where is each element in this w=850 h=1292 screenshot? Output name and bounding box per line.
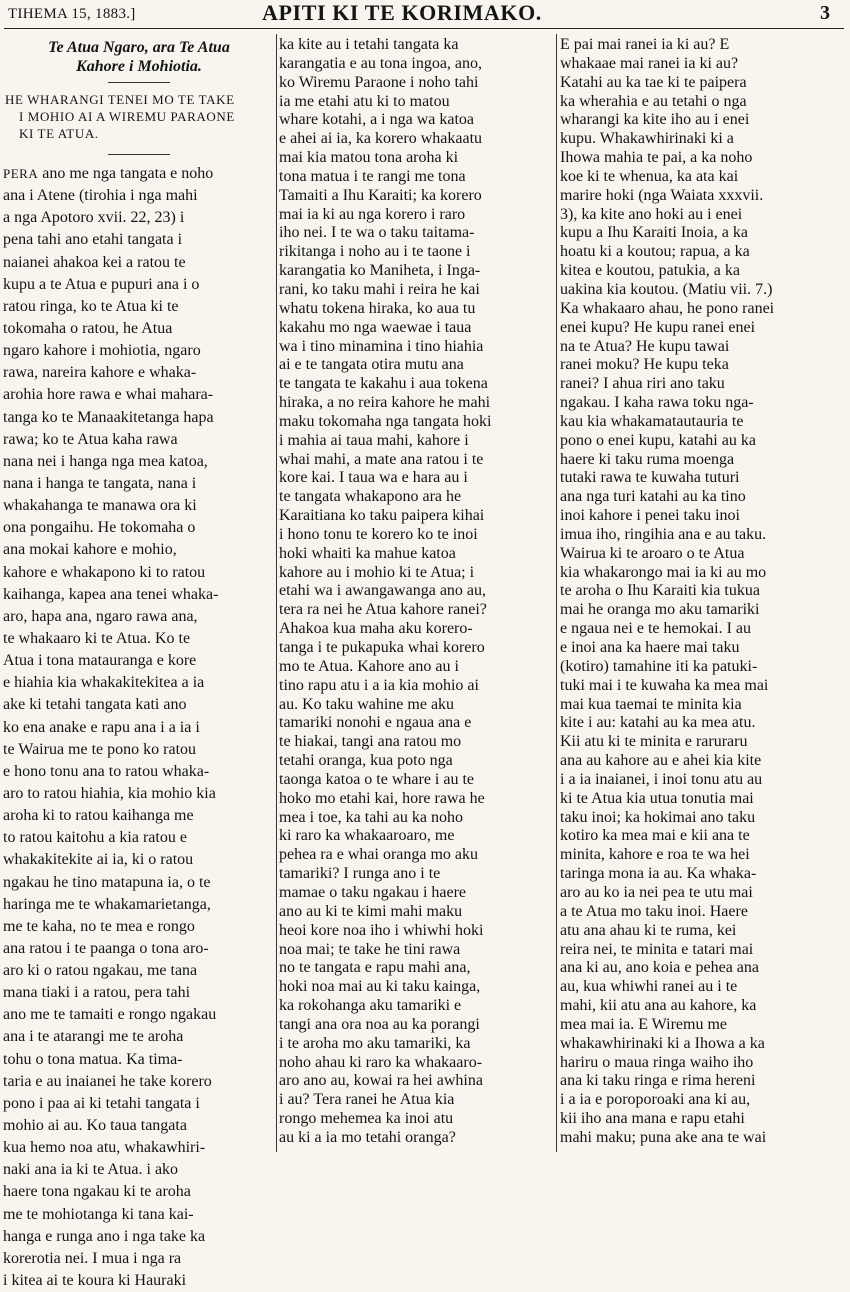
- text-line: whai mahi, a mate ana ratou i te: [279, 450, 484, 468]
- text-line: ana ki au, ano koia e pehea ana: [560, 959, 760, 977]
- text-line: i a ia e poroporoaki ana ki au,: [560, 1091, 751, 1109]
- subheading-line: KI TE ATUA.: [19, 126, 99, 141]
- text-line: i te aroha mo aku tamariki, ka: [279, 1034, 471, 1052]
- text-line: ana ratou i te paanga o tona aro-: [3, 939, 209, 957]
- text-line: ona pongaihu. He tokomaha o: [3, 519, 196, 537]
- text-line: whatu tokena hiraka, ko aua tu: [279, 299, 476, 317]
- text-line: tetahi oranga, kua poto nga: [279, 752, 453, 770]
- article-body: [3, 163, 275, 1292]
- text-line: Ka whakaaro ahau, he pono ranei: [560, 299, 775, 317]
- text-line: Ahakoa kua maha aku korero-: [279, 620, 473, 638]
- text-line: Tamaiti a Ihu Karaiti; ka korero: [279, 186, 482, 204]
- text-line: ranei moku? He kupu teka: [560, 356, 729, 374]
- text-line: rani, ko taku mahi i reira he kai: [279, 280, 480, 298]
- article-heading: [3, 38, 275, 76]
- text-line: ngaro kahore i mohiotia, ngaro: [3, 342, 201, 360]
- text-line: te Wairua me te pono ko ratou: [3, 740, 197, 758]
- text-line: ki raro ka whakaaroaro, me: [279, 827, 455, 845]
- text-line: kua hemo noa atu, whakawhiri-: [3, 1139, 206, 1157]
- text-line: tamariki? I runga ano i te: [279, 865, 441, 883]
- text-line: kia whakarongo mai ia ki au mo: [560, 563, 767, 581]
- text-line: ngakau he tino matapuna ia, o te: [3, 873, 211, 891]
- text-line: ngakau. I kaha rawa toku nga-: [560, 394, 754, 412]
- text-line: e ahei ai ia, ka korero whakaatu: [279, 130, 483, 148]
- text-line: tangi ana ora noa au ka porangi: [279, 1015, 480, 1033]
- text-line: iho nei. I te wa o taku taitama-: [279, 224, 475, 242]
- text-line: haere tona ngakau ki te aroha: [3, 1183, 191, 1201]
- text-line: naianei ahakoa kei a ratou te: [3, 253, 186, 271]
- text-line: au, kua whiwhi ranei au i te: [560, 978, 738, 996]
- text-line: whakahanga te manawa ora ki: [3, 497, 197, 515]
- text-line: mohio ai au. Ko taua tangata: [3, 1117, 187, 1135]
- text-line: aro au ko ia nei pea te utu mai: [560, 883, 753, 901]
- text-line: ake ki tetahi tangata kati ano: [3, 696, 187, 714]
- text-line: ana i Atene (tirohia i nga mahi: [3, 187, 198, 205]
- text-line: tamariki nonohi e ngaua ana e: [279, 714, 472, 732]
- text-line: Atua i tona matauranga e kore: [3, 652, 197, 670]
- text-line: inoi kahore i penei taku inoi: [560, 507, 740, 525]
- text-line: korerotia nei. I mua i nga ra: [3, 1249, 182, 1267]
- text-line: pena tahi ano etahi tangata i: [3, 231, 183, 249]
- text-line: kite i au: katahi au ka mea atu.: [560, 714, 756, 732]
- text-line: pono i paa ai ki tetahi tangata i: [3, 1094, 200, 1112]
- text-line: i kitea ai te koura ki Hauraki: [3, 1272, 187, 1290]
- text-line: nana i hanga te tangata, nana i: [3, 474, 197, 492]
- page-header: [0, 0, 850, 26]
- text-line: whare kotahi, a i nga wa katoa: [279, 111, 475, 129]
- text-line: minita, kahore e roa te wa hei: [560, 846, 750, 864]
- text-line: mea mai ia. E Wiremu me: [560, 1015, 727, 1033]
- text-line: Ihowa mahia te pai, a ka noho: [560, 149, 753, 167]
- text-line: te tangata te kakahu i aua tokena: [279, 375, 488, 393]
- text-line: mea i toe, ka tahi au ka noho: [279, 808, 463, 826]
- text-line: tohu o tona matua. Ka tima-: [3, 1050, 183, 1068]
- text-line: ko Wiremu Paraone i noho tahi: [279, 73, 479, 91]
- text-line: hoatu ki a koutou; rapua, a ka: [560, 243, 750, 261]
- text-line: (kotiro) tamahine iti ka patuki-: [560, 657, 758, 675]
- text-line: taria e au inaianei he take korero: [3, 1072, 212, 1090]
- text-line: e inoi ana ka haere mai taku: [560, 639, 740, 656]
- text-line: te hiakai, tangi ana ratou mo: [279, 733, 462, 751]
- text-line: wa i tino minamina i tino hiahia: [279, 337, 484, 355]
- text-line: i a ia inaianei, i inoi tonu atu au: [560, 770, 763, 788]
- text-line: ana i te atarangi me te aroha: [3, 1028, 184, 1046]
- text-line: nana nei i hanga nga mea katoa,: [3, 452, 208, 470]
- text-line: na te Atua? He kupu tawai: [560, 337, 730, 355]
- header-rule: [4, 28, 844, 29]
- text-line: PERA ano me nga tangata e noho: [3, 165, 214, 182]
- text-line: maku tokomaha nga tangata hoki: [279, 412, 492, 430]
- text-line: rawa; ko te Atua kaha rawa: [3, 430, 178, 448]
- text-line: ka wherahia e au tetahi o nga: [560, 92, 747, 110]
- text-line: Kii atu ki te minita e raruraru: [560, 733, 748, 751]
- article-subheading: [3, 91, 275, 142]
- header-page-number: 3: [820, 2, 830, 24]
- text-line: kaihanga, kapea ana tenei whaka-: [3, 585, 219, 603]
- text-line: ano me te tamaiti e rongo ngakau: [3, 1006, 217, 1024]
- text-line: noa mai; te take he tini rawa: [279, 940, 461, 958]
- text-line: whakakitekite ai ia, ki o ratou: [3, 851, 194, 869]
- text-line: kau kia whakamatautauria te: [560, 412, 744, 430]
- text-line: E pai mai ranei ia ki au? E: [560, 36, 730, 53]
- text-line: taringa mona ia au. Ka whaka-: [560, 865, 757, 883]
- column-divider: [556, 34, 557, 1152]
- column-1: [3, 36, 275, 1292]
- divider: [108, 154, 170, 155]
- text-line: kupu a te Atua e pupuri ana i o: [3, 275, 200, 293]
- text-line: kii iho ana mana e rapu etahi: [560, 1110, 745, 1128]
- text-line: i mahia ai taua mahi, kahore i: [279, 431, 469, 449]
- text-line: noho ahau ki raro ka whakaaro-: [279, 1053, 483, 1071]
- text-line: tanga ko te Manaakitetanga hapa: [3, 408, 214, 426]
- text-line: aro ki o ratou ngakau, me tana: [3, 962, 198, 980]
- text-line: whakawhirinaki ki a Ihowa a ka: [560, 1034, 765, 1052]
- subheading-line: I MOHIO AI A WIREMU PARAONE: [19, 109, 235, 124]
- text-line: marire hoki (nga Waiata xxxvii.: [560, 186, 764, 204]
- text-line: ai e te tangata otira mutu ana: [279, 356, 464, 374]
- text-line: koe ki te whenua, ka ata kai: [560, 167, 739, 185]
- text-line: pono o enei kupu, katahi au ka: [560, 431, 756, 449]
- text-line: reira nei, te minita e tatari mai: [560, 940, 754, 958]
- text-line: e hono tonu ana to ratou whaka-: [3, 762, 210, 780]
- header-title: APITI KI TE KORIMAKO.: [262, 0, 542, 25]
- text-line: mai kia matou tona aroha ki: [279, 149, 459, 167]
- text-line: a te Atua mo taku inoi. Haere: [560, 902, 748, 920]
- text-line: pehea ra e whai oranga mo aku: [279, 846, 479, 864]
- text-line: me te mohiotanga ki tana kai-: [3, 1205, 194, 1223]
- text-line: mai he oranga mo aku tamariki: [560, 601, 760, 619]
- divider: [108, 82, 170, 83]
- text-line: naki ana ia ki te Atua. i ako: [3, 1161, 179, 1179]
- text-line: mai ia ki au nga korero i raro: [279, 205, 466, 223]
- text-line: tutaki rawa te kuwaha tuturi: [560, 469, 740, 487]
- text-line: a nga Apotoro xvii. 22, 23) i: [3, 209, 185, 227]
- text-line: ranei? I ahua riri ano taku: [560, 375, 725, 393]
- text-line: hiraka, a no reira kahore he mahi: [279, 394, 491, 412]
- text-line: te aroha o Ihu Karaiti kia tukua: [560, 582, 760, 600]
- text-line: etahi wa i awangawanga ano au,: [279, 582, 487, 600]
- text-line: i au? Tera ranei he Atua kia: [279, 1091, 455, 1109]
- text-line: whakaae mai ranei ia ki au?: [560, 54, 739, 72]
- text-line: heoi kore noa iho i whiwhi hoki: [279, 921, 484, 939]
- text-line: te tangata whakapono ara he: [279, 488, 462, 506]
- column-2: [279, 36, 553, 1148]
- text-line: arohia hore rawa e whai mahara-: [3, 386, 214, 404]
- text-line: mamae o taku ngakau i haere: [279, 883, 467, 901]
- text-line: rawa, nareira kahore e whaka-: [3, 364, 197, 382]
- text-line: hoko mo etahi kai, hore rawa he: [279, 789, 485, 807]
- text-line: wharangi ka kite iho au i enei: [560, 111, 750, 129]
- column-3: [560, 36, 844, 1148]
- text-line: ki te Atua kia utua tonutia mai: [560, 789, 754, 807]
- text-line: ia me etahi atu ki to matou: [279, 92, 450, 110]
- text-line: karangatia e au tona ingoa, ano,: [279, 54, 483, 72]
- text-line: mana tiaki i a ratou, pera tahi: [3, 984, 191, 1002]
- text-line: rongo mehemea ka inoi atu: [279, 1110, 454, 1128]
- text-line: hanga e runga ano i nga take ka: [3, 1227, 206, 1245]
- text-line: taku inoi; ka hokimai ano taku: [560, 808, 756, 826]
- text-line: kotiro ka mea mai e kii ana te: [560, 827, 750, 845]
- text-line: Katahi au ka tae ki te paipera: [560, 73, 747, 91]
- heading-line: Kahore i Mohiotia.: [76, 58, 202, 75]
- header-date: TIHEMA 15, 1883.]: [8, 6, 136, 22]
- text-line: e ngaua nei e te hemokai. I au: [560, 620, 752, 638]
- text-line: tera ra nei he Atua kahore ranei?: [279, 601, 487, 619]
- text-line: taonga katoa o te whare i au te: [279, 770, 475, 788]
- text-line: rikitanga i noho au i te taone i: [279, 243, 471, 261]
- text-line: kitea e koutou, patukia, a ka: [560, 262, 740, 280]
- text-line: tokomaha o ratou, he Atua: [3, 319, 173, 337]
- text-line: hoki whaiti ka mahue katoa: [279, 544, 456, 562]
- text-line: ana mokai kahore e mohio,: [3, 541, 177, 559]
- text-line: ana ki taku ringa e rima hereni: [560, 1072, 756, 1090]
- text-line: Karaitiana ko taku paipera kihai: [279, 507, 485, 525]
- text-line: kupu. Whakawhirinaki ki a: [560, 130, 734, 148]
- text-line: aro to ratou hiahia, kia mohio kia: [3, 784, 216, 802]
- text-line: 3), ka kite ano hoki au i enei: [560, 205, 743, 223]
- text-line: ka rokohanga aku tamariki e: [279, 997, 462, 1015]
- text-line: haere ki taku ruma moenga: [560, 450, 735, 468]
- heading-line: Te Atua Ngaro, ara Te Atua: [48, 39, 230, 56]
- text-line: aroha ki to ratou kaihanga me: [3, 807, 194, 825]
- text-line: mahi, kii atu ana au kahore, ka: [560, 997, 757, 1015]
- article-body: [560, 36, 844, 1148]
- text-line: ana au kahore au e ahei kia kite: [560, 752, 762, 770]
- text-line: kahore e whakapono ki to ratou: [3, 563, 206, 581]
- text-line: ano au ki te kimi mahi maku: [279, 902, 463, 920]
- text-line: to ratou kaitohu a kia ratou e: [3, 829, 187, 847]
- text-line: au ki a ia mo tetahi oranga?: [279, 1128, 456, 1146]
- text-line: atu ana ahau ki te ruma, kei: [560, 921, 737, 939]
- text-line: mai kua taemai te minita kia: [560, 695, 742, 713]
- text-line: ko ena anake e rapu ana i a ia i: [3, 718, 200, 736]
- text-line: i hono tonu te korero ko te inoi: [279, 525, 478, 543]
- article-body: [279, 36, 553, 1148]
- text-line: me te kaha, no te mea e rongo: [3, 917, 195, 935]
- text-line: mahi maku; puna ake ana te wai: [560, 1128, 767, 1146]
- subheading-line: HE WHARANGI TENEI MO TE TAKE: [5, 92, 235, 107]
- text-line: tanga i te pukapuka whai korero: [279, 639, 485, 656]
- text-line: ratou ringa, ko te Atua ki te: [3, 297, 179, 315]
- text-line: kahore au i mohio ki te Atua; i: [279, 563, 475, 581]
- text-line: Wairua ki te aroaro o te Atua: [560, 544, 745, 562]
- column-divider: [276, 34, 277, 1152]
- text-line: aro, hapa ana, ngaro rawa ana,: [3, 607, 198, 625]
- text-line: uakina kia koutou. (Matiu vii. 7.): [560, 280, 773, 298]
- text-line: tuki mai i te kuwaha ka mea mai: [560, 676, 769, 694]
- text-line: tona matua i te rangi me tona: [279, 167, 466, 185]
- text-line: imua iho, ringihia ana e au taku.: [560, 525, 767, 543]
- text-line: e hiahia kia whakakitekitea a ia: [3, 674, 205, 692]
- text-line: kakahu mo nga waewae i taua: [279, 318, 472, 336]
- text-line: te whakaaro ki te Atua. Ko te: [3, 629, 191, 647]
- text-line: ana nga turi katahi au ka tino: [560, 488, 746, 506]
- text-line: hariru o maua ringa waiho iho: [560, 1053, 754, 1071]
- text-line: haringa me te whakamarietanga,: [3, 895, 211, 913]
- text-line: kore kai. I taua wa e hara au i: [279, 469, 468, 487]
- text-line: au. Ko taku wahine me aku: [279, 695, 455, 713]
- text-line: mo te Atua. Kahore ano au i: [279, 657, 459, 675]
- text-line: ka kite au i tetahi tangata ka: [279, 36, 459, 53]
- text-line: no te tangata e rapu mahi ana,: [279, 959, 471, 977]
- text-line: kupu a Ihu Karaiti Inoia, a ka: [560, 224, 748, 242]
- text-line: hoki noa mai au ki taku kainga,: [279, 978, 481, 996]
- text-line: enei kupu? He kupu ranei enei: [560, 318, 756, 336]
- text-line: tino rapu atu i a ia kia mohio ai: [279, 676, 479, 694]
- text-line: aro ano au, kowai ra hei awhina: [279, 1072, 483, 1090]
- text-line: karangatia ko Maniheta, i Inga-: [279, 262, 481, 280]
